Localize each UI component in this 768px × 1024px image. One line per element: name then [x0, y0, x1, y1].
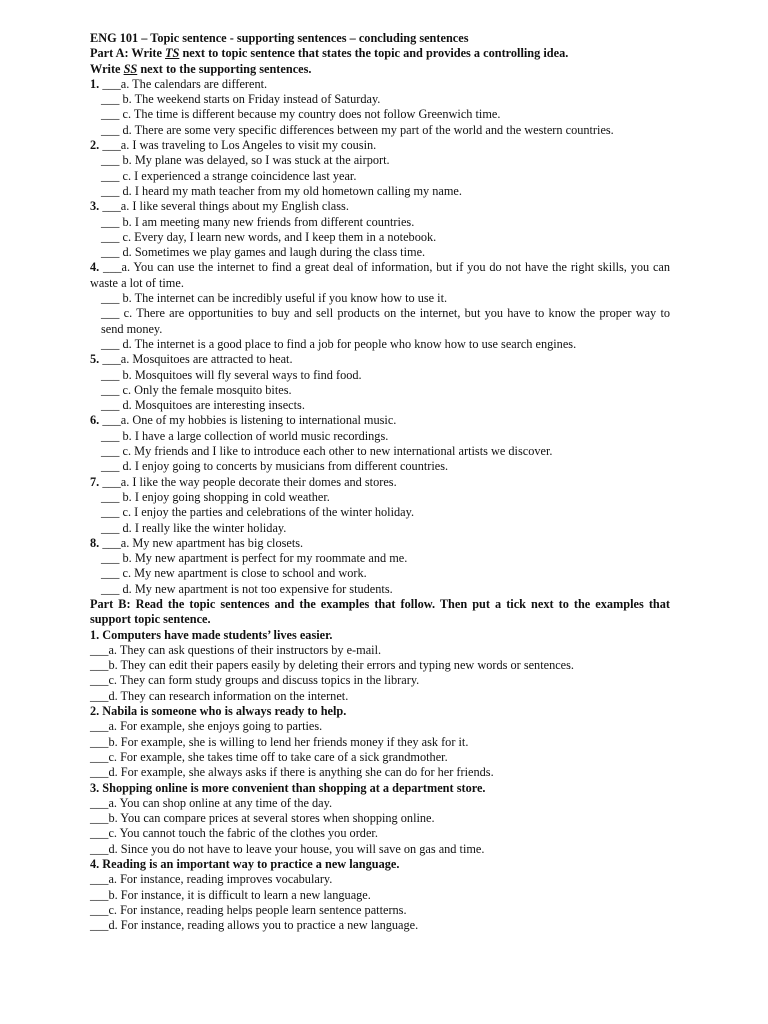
part-b-item-option: [90, 888, 670, 903]
answer-blank: ___c.: [90, 826, 117, 841]
part-a-supporting-text: next to the supporting sentences.: [137, 61, 312, 76]
answer-blank: ___a.: [102, 138, 130, 153]
part-a-item-option: [90, 306, 670, 337]
part-a-item-option: [90, 153, 670, 168]
answer-blank: ___ b.: [101, 428, 132, 443]
part-a-item-option: [90, 352, 670, 367]
answer-blank: ___ c.: [101, 306, 133, 321]
answer-blank: ___ c.: [101, 505, 132, 520]
part-b-item-option: [90, 811, 670, 826]
option-text: I enjoy going to concerts by musicians from different countries.: [134, 459, 449, 474]
answer-blank: ___ d.: [101, 183, 132, 198]
item-number: 1.: [90, 76, 100, 91]
option-text: I am meeting many new friends from different countries.: [134, 214, 415, 229]
answer-blank: ___c.: [90, 673, 117, 688]
option-text: They can edit their papers easily by deleting their errors and typing new words or sentences.: [120, 658, 575, 673]
answer-blank: ___ d.: [101, 459, 132, 474]
option-text: I like the way people decorate their domes and stores.: [132, 474, 397, 489]
answer-blank: ___a.: [102, 474, 130, 489]
answer-blank: ___ d.: [101, 520, 132, 535]
item-number: 5.: [90, 352, 100, 367]
part-a-item-option: [90, 77, 670, 92]
ts-marker: TS: [165, 46, 180, 61]
answer-blank: ___ c.: [101, 168, 132, 183]
option-text: The weekend starts on Friday instead of Saturday.: [134, 92, 381, 107]
option-text: You can compare prices at several stores when shopping online.: [120, 811, 435, 826]
part-b-instructions: Part B: Read the topic sentences and the examples that follow. Then put a tick next to the examples that support topic sentence.: [90, 596, 670, 627]
answer-blank: ___b.: [90, 734, 118, 749]
answer-blank: ___ b.: [101, 367, 132, 382]
option-text: Mosquitoes will fly several ways to find food.: [134, 367, 362, 382]
answer-blank: ___ b.: [101, 92, 132, 107]
answer-blank: ___c.: [90, 902, 117, 917]
option-text: They can research information on the internet.: [120, 688, 349, 703]
answer-blank: ___d.: [90, 765, 118, 780]
option-text: The internet can be incredibly useful if you know how to use it.: [134, 291, 448, 306]
part-b-item-option: [90, 903, 670, 918]
item-number: 4.: [90, 260, 100, 275]
part-a-item-option: [90, 184, 670, 199]
option-text: You can use the internet to find a great deal of information, but if you do not have the right skills, you can waste a lot of time.: [90, 260, 671, 290]
part-b-item-option: [90, 673, 670, 688]
item-number: 8.: [90, 535, 100, 550]
option-text: I have a large collection of world music recordings.: [134, 428, 389, 443]
answer-blank: ___ c.: [101, 566, 132, 581]
option-text: For instance, it is difficult to learn a new language.: [120, 887, 371, 902]
answer-blank: ___ b.: [101, 291, 132, 306]
option-text: For example, she always asks if there is anything she can do for her friends.: [120, 765, 494, 780]
part-a-exercises: [90, 77, 670, 597]
part-a-instruction-line-1: [90, 46, 670, 61]
part-b-item-option: [90, 842, 670, 857]
part-a-item-option: [90, 536, 670, 551]
part-b-item-option: [90, 735, 670, 750]
option-text: The calendars are different.: [132, 76, 268, 91]
option-text: I like several things about my English class.: [132, 199, 349, 214]
part-b-topic-sentence: 1. Computers have made students’ lives easier.: [90, 627, 333, 642]
option-text: Sometimes we play games and laugh during the class time.: [134, 245, 426, 260]
part-b-topic-sentence: 4. Reading is an important way to practice a new language.: [90, 857, 400, 872]
option-text: My new apartment is close to school and work.: [134, 566, 367, 581]
answer-blank: ___ d.: [101, 245, 132, 260]
answer-blank: ___ c.: [101, 382, 132, 397]
option-text: For instance, reading helps people learn sentence patterns.: [120, 902, 407, 917]
part-a-item-option: [90, 459, 670, 474]
answer-blank: ___a.: [102, 535, 130, 550]
part-a-item-option: [90, 413, 670, 428]
worksheet-document: [90, 31, 670, 934]
option-text: They can ask questions of their instructors by e-mail.: [119, 642, 382, 657]
part-a-item-option: [90, 521, 670, 536]
answer-blank: ___ c.: [101, 107, 132, 122]
option-text: For example, she is willing to lend her friends money if they ask for it.: [120, 734, 469, 749]
answer-blank: ___b.: [90, 658, 118, 673]
part-a-item-option: [90, 230, 670, 245]
answer-blank: ___ b.: [101, 489, 132, 504]
part-b-item-option: [90, 765, 670, 780]
item-number: 7.: [90, 474, 100, 489]
option-text: Mosquitoes are attracted to heat.: [132, 352, 293, 367]
answer-blank: ___ d.: [101, 336, 132, 351]
answer-blank: ___ d.: [101, 398, 132, 413]
part-a-item-option: [90, 383, 670, 398]
part-a-item-option: [90, 429, 670, 444]
part-b-item-option: [90, 719, 670, 734]
option-text: One of my hobbies is listening to international music.: [132, 413, 397, 428]
part-a-item-option: [90, 260, 670, 291]
answer-blank: ___a.: [90, 872, 117, 887]
part-a-write-text: Write: [90, 61, 124, 76]
part-a-item-option: [90, 169, 670, 184]
part-a-item-option: [90, 582, 670, 597]
answer-blank: ___a.: [90, 795, 117, 810]
option-text: Mosquitoes are interesting insects.: [134, 398, 305, 413]
answer-blank: ___ b.: [101, 551, 132, 566]
answer-blank: ___a.: [90, 642, 117, 657]
part-a-item-option: [90, 199, 670, 214]
option-text: My friends and I like to introduce each other to new international artists we discover.: [134, 444, 553, 459]
part-a-item-option: [90, 368, 670, 383]
option-text: My plane was delayed, so I was stuck at the airport.: [134, 153, 390, 168]
part-a-item-option: [90, 490, 670, 505]
answer-blank: ___d.: [90, 688, 118, 703]
option-text: Every day, I learn new words, and I keep them in a notebook.: [134, 229, 437, 244]
answer-blank: ___b.: [90, 811, 118, 826]
part-a-item-option: [90, 291, 670, 306]
answer-blank: ___ b.: [101, 153, 132, 168]
option-text: The internet is a good place to find a job for people who know how to use search engines.: [134, 336, 577, 351]
option-text: I heard my math teacher from my old hometown calling my name.: [134, 183, 462, 198]
part-a-item-option: [90, 551, 670, 566]
answer-blank: ___a.: [102, 199, 130, 214]
part-a-item-option: [90, 566, 670, 581]
part-a-item-option: [90, 245, 670, 260]
part-b-item-option: [90, 643, 670, 658]
option-text: For example, she enjoys going to parties.: [120, 719, 323, 734]
item-number: 3.: [90, 199, 100, 214]
item-number: 6.: [90, 413, 100, 428]
option-text: I experienced a strange coincidence last year.: [134, 168, 357, 183]
option-text: The time is different because my country does not follow Greenwich time.: [133, 107, 501, 122]
part-a-label: Part A: Write: [90, 46, 166, 61]
option-text: I was traveling to Los Angeles to visit my cousin.: [132, 138, 377, 153]
option-text: There are opportunities to buy and sell products on the internet, but you have to know the proper way to send money.: [101, 306, 671, 336]
option-text: I enjoy the parties and celebrations of the winter holiday.: [134, 505, 415, 520]
answer-blank: ___a.: [102, 352, 130, 367]
option-text: There are some very specific differences between my part of the world and the western countries.: [134, 122, 614, 137]
ss-marker: SS: [123, 61, 138, 76]
document-title: ENG 101 – Topic sentence - supporting sentences – concluding sentences: [90, 31, 469, 45]
part-a-item-option: [90, 107, 670, 122]
part-b-topic-sentence: 3. Shopping online is more convenient than shopping at a department store.: [90, 780, 486, 795]
answer-blank: ___d.: [90, 918, 118, 933]
part-b-item-option: [90, 750, 670, 765]
answer-blank: ___ c.: [101, 444, 132, 459]
part-b-topic-sentence: 2. Nabila is someone who is always ready to help.: [90, 704, 347, 719]
part-a-item-option: [90, 138, 670, 153]
option-text: For instance, reading allows you to practice a new language.: [120, 918, 419, 933]
answer-blank: ___a.: [90, 719, 117, 734]
option-text: You can shop online at any time of the day.: [119, 795, 333, 810]
option-text: I enjoy going shopping in cold weather.: [134, 489, 330, 504]
option-text: My new apartment is not too expensive for students.: [134, 581, 393, 596]
part-b-exercises: [90, 628, 670, 934]
answer-blank: ___a.: [103, 260, 131, 275]
part-a-item-option: [90, 337, 670, 352]
part-a-item-option: [90, 92, 670, 107]
option-text: Only the female mosquito bites.: [134, 382, 292, 397]
part-a-item-option: [90, 505, 670, 520]
answer-blank: ___a.: [102, 76, 130, 91]
part-a-instruction-line-2: [90, 62, 670, 77]
part-b-item-option: [90, 689, 670, 704]
option-text: You cannot touch the fabric of the clothes you order.: [119, 826, 378, 841]
answer-blank: ___a.: [102, 413, 130, 428]
answer-blank: ___b.: [90, 887, 118, 902]
option-text: My new apartment is perfect for my roommate and me.: [134, 551, 408, 566]
part-b-item-option: [90, 872, 670, 887]
part-b-item-option: [90, 918, 670, 933]
part-a-item-option: [90, 398, 670, 413]
item-number: 2.: [90, 138, 100, 153]
answer-blank: ___c.: [90, 749, 117, 764]
answer-blank: ___d.: [90, 841, 118, 856]
part-a-item-option: [90, 215, 670, 230]
part-a-item-option: [90, 123, 670, 138]
answer-blank: ___ c.: [101, 229, 132, 244]
part-b-item-option: [90, 796, 670, 811]
part-a-item-option: [90, 444, 670, 459]
option-text: I really like the winter holiday.: [134, 520, 287, 535]
answer-blank: ___ d.: [101, 122, 132, 137]
option-text: Since you do not have to leave your house, you will save on gas and time.: [120, 841, 485, 856]
option-text: For example, she takes time off to take care of a sick grandmother.: [120, 749, 448, 764]
option-text: For instance, reading improves vocabulary.: [120, 872, 333, 887]
answer-blank: ___ d.: [101, 581, 132, 596]
part-b-item-option: [90, 658, 670, 673]
option-text: My new apartment has big closets.: [132, 535, 304, 550]
part-b-item-option: [90, 826, 670, 841]
answer-blank: ___ b.: [101, 214, 132, 229]
part-a-instruction-text: next to topic sentence that states the topic and provides a controlling idea.: [179, 46, 569, 61]
part-a-item-option: [90, 475, 670, 490]
option-text: They can form study groups and discuss topics in the library.: [119, 673, 420, 688]
